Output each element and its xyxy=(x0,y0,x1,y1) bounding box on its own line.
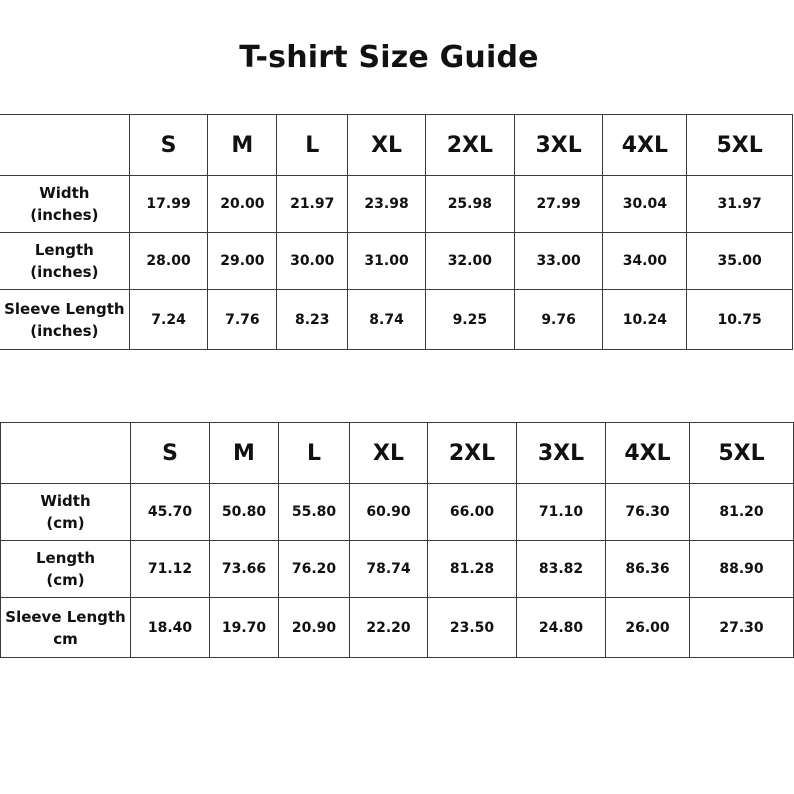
value-cell: 20.90 xyxy=(279,598,350,658)
row-label-unit: (cm) xyxy=(46,571,85,589)
size-header-3xl: 3XL xyxy=(517,423,606,484)
value-cell: 9.25 xyxy=(425,290,514,350)
value-cell: 8.74 xyxy=(348,290,426,350)
row-label-unit: (inches) xyxy=(30,263,99,281)
size-header-xl: XL xyxy=(348,115,426,176)
value-cell: 10.75 xyxy=(687,290,793,350)
value-cell: 19.70 xyxy=(210,598,279,658)
value-cell: 76.20 xyxy=(279,541,350,598)
value-cell: 31.97 xyxy=(687,176,793,233)
value-cell: 30.04 xyxy=(603,176,687,233)
value-cell: 22.20 xyxy=(350,598,428,658)
row-label-unit: (cm) xyxy=(46,514,85,532)
value-cell: 26.00 xyxy=(606,598,690,658)
row-label-line: Sleeve Length xyxy=(5,607,126,626)
value-cell: 55.80 xyxy=(279,484,350,541)
size-header-row xyxy=(0,115,793,176)
row-label-line: Length xyxy=(34,241,94,259)
corner-cell xyxy=(1,423,131,484)
size-header-3xl: 3XL xyxy=(514,115,603,176)
value-cell: 34.00 xyxy=(603,233,687,290)
value-cell: 10.24 xyxy=(603,290,687,350)
value-cell: 35.00 xyxy=(687,233,793,290)
value-cell: 81.20 xyxy=(690,484,794,541)
row-label-line: Length xyxy=(36,549,95,567)
size-header-xl: XL xyxy=(350,423,428,484)
value-cell: 20.00 xyxy=(208,176,277,233)
table-row xyxy=(1,598,794,658)
value-cell: 66.00 xyxy=(428,484,517,541)
size-header-4xl: 4XL xyxy=(606,423,690,484)
value-cell: 21.97 xyxy=(277,176,348,233)
value-cell: 33.00 xyxy=(514,233,603,290)
value-cell: 27.30 xyxy=(690,598,794,658)
size-header-2xl: 2XL xyxy=(425,115,514,176)
size-header-s: S xyxy=(131,423,210,484)
size-header-l: L xyxy=(277,115,348,176)
size-header-row xyxy=(1,423,794,484)
page-title: T-shirt Size Guide xyxy=(239,40,539,75)
value-cell: 29.00 xyxy=(208,233,277,290)
size-header-l: L xyxy=(279,423,350,484)
value-cell: 24.80 xyxy=(517,598,606,658)
size-header-s: S xyxy=(129,115,208,176)
value-cell: 31.00 xyxy=(348,233,426,290)
row-label-unit: cm xyxy=(53,629,78,648)
corner-cell xyxy=(0,115,129,176)
value-cell: 28.00 xyxy=(129,233,208,290)
size-table-cm xyxy=(0,422,794,658)
size-header-m: M xyxy=(208,115,277,176)
table-row xyxy=(1,541,794,598)
value-cell: 78.74 xyxy=(350,541,428,598)
row-label-length xyxy=(1,541,131,598)
row-label-unit: (inches) xyxy=(30,206,99,224)
value-cell: 88.90 xyxy=(690,541,794,598)
value-cell: 45.70 xyxy=(131,484,210,541)
row-label-width xyxy=(0,176,129,233)
value-cell: 27.99 xyxy=(514,176,603,233)
value-cell: 71.12 xyxy=(131,541,210,598)
row-label-unit: (inches) xyxy=(30,321,99,340)
value-cell: 76.30 xyxy=(606,484,690,541)
size-header-4xl: 4XL xyxy=(603,115,687,176)
size-header-2xl: 2XL xyxy=(428,423,517,484)
value-cell: 25.98 xyxy=(425,176,514,233)
value-cell: 17.99 xyxy=(129,176,208,233)
value-cell: 60.90 xyxy=(350,484,428,541)
value-cell: 7.76 xyxy=(208,290,277,350)
size-table-inches xyxy=(0,114,793,350)
value-cell: 18.40 xyxy=(131,598,210,658)
size-header-5xl: 5XL xyxy=(687,115,793,176)
value-cell: 73.66 xyxy=(210,541,279,598)
value-cell: 23.98 xyxy=(348,176,426,233)
table-row xyxy=(1,484,794,541)
table-row xyxy=(0,290,793,350)
row-label-line: Width xyxy=(39,184,90,202)
row-label-line: Sleeve Length xyxy=(4,299,125,318)
size-header-5xl: 5XL xyxy=(690,423,794,484)
value-cell: 81.28 xyxy=(428,541,517,598)
value-cell: 32.00 xyxy=(425,233,514,290)
row-label-length xyxy=(0,233,129,290)
value-cell: 86.36 xyxy=(606,541,690,598)
value-cell: 23.50 xyxy=(428,598,517,658)
value-cell: 50.80 xyxy=(210,484,279,541)
table-row xyxy=(0,233,793,290)
row-label-width xyxy=(1,484,131,541)
row-label-sleeve-length xyxy=(1,598,131,658)
value-cell: 8.23 xyxy=(277,290,348,350)
row-label-line: Width xyxy=(40,492,91,510)
value-cell: 30.00 xyxy=(277,233,348,290)
value-cell: 83.82 xyxy=(517,541,606,598)
table-row xyxy=(0,176,793,233)
row-label-sleeve-length xyxy=(0,290,129,350)
value-cell: 71.10 xyxy=(517,484,606,541)
value-cell: 7.24 xyxy=(129,290,208,350)
size-header-m: M xyxy=(210,423,279,484)
value-cell: 9.76 xyxy=(514,290,603,350)
